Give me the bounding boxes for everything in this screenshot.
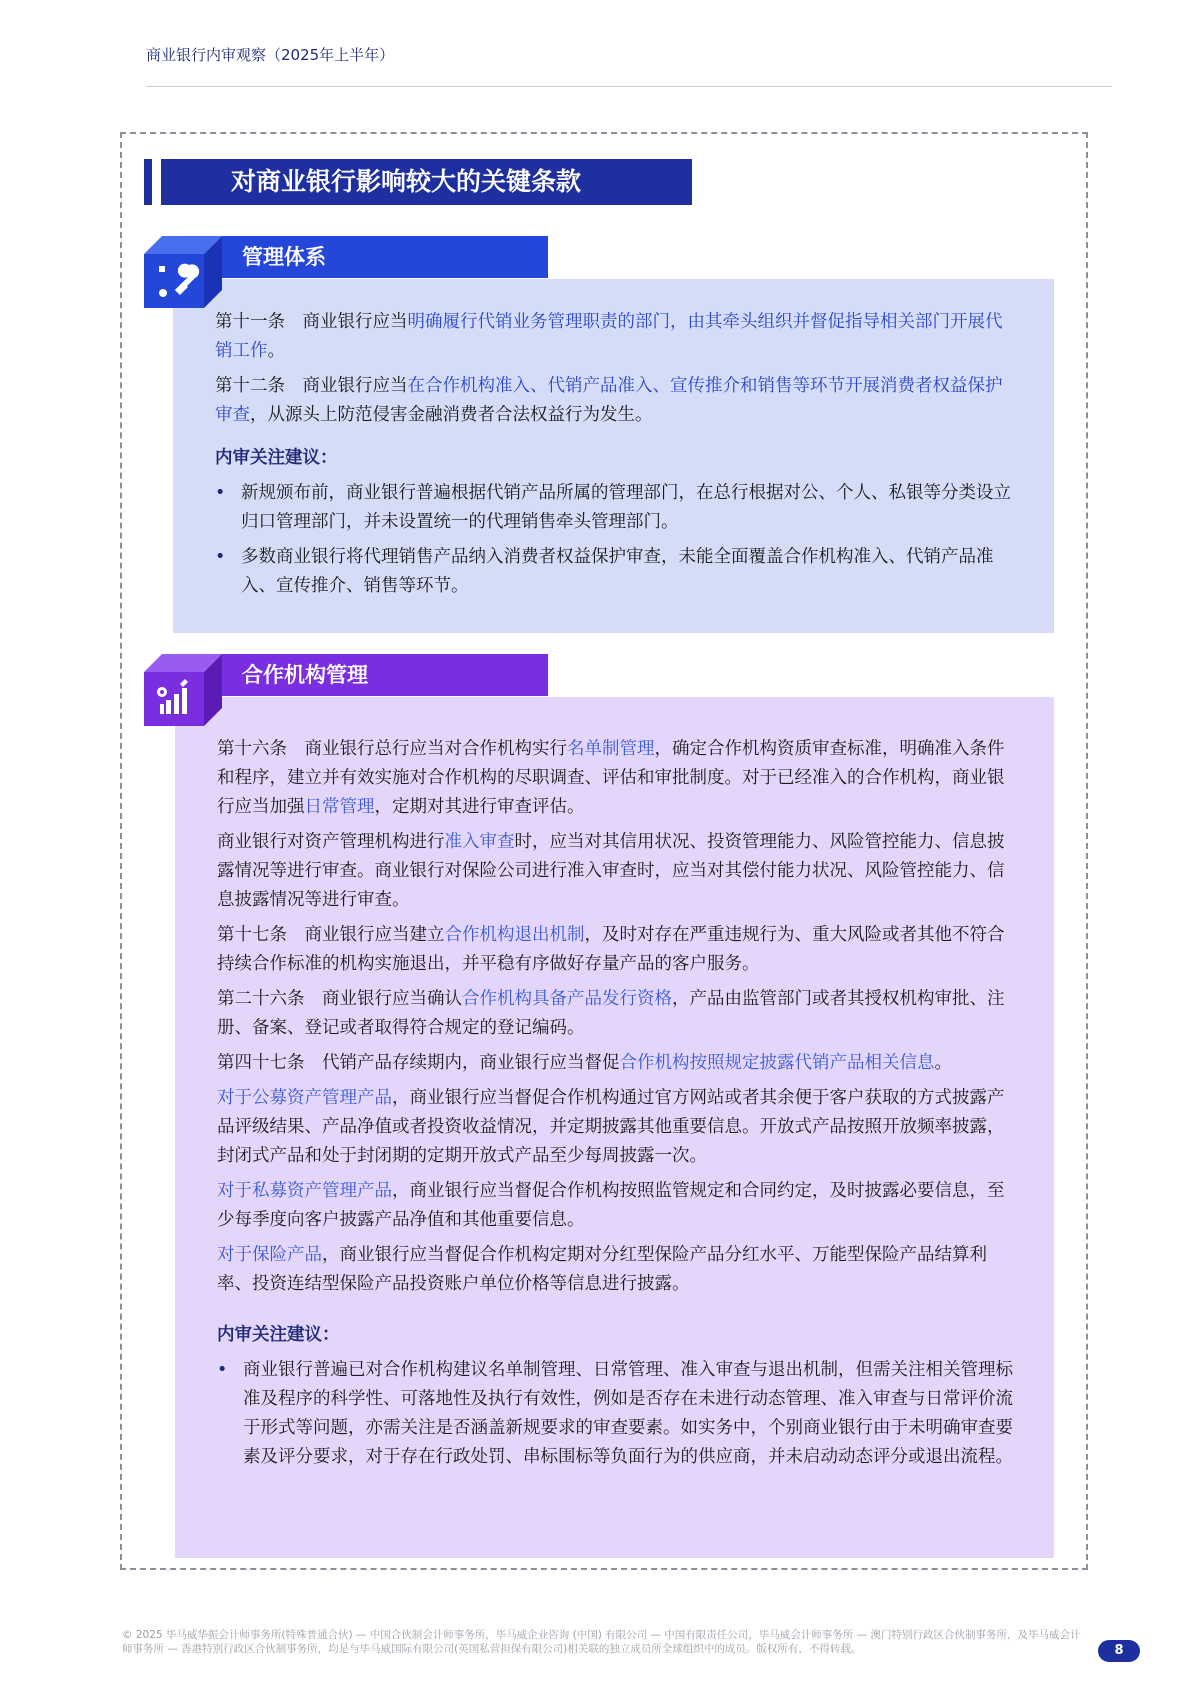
main-title: 对商业银行影响较大的关键条款 xyxy=(161,159,692,205)
section2-cube xyxy=(144,654,222,726)
advice-list xyxy=(217,1356,1016,1472)
clause-12: 第十二条 商业银行应当在合作机构准入、代销产品准入、宣传推介和销售等环节开展消费者权益保护审查，从源头上防范侵害金融消费者合法权益行为发生。 xyxy=(215,376,1003,425)
clause-26: 第二十六条 商业银行应当确认合作机构具备产品发行资格，产品由监管部门或者其授权机构审批、注册、备案、登记或者取得符合规定的登记编码。 xyxy=(217,989,1005,1038)
clause-16-asset: 商业银行对资产管理机构进行准入审查时，应当对其信用状况、投资管理能力、风险管控能力、信息披露情况等进行审查。商业银行对保险公司进行准入审查时，应当对其偿付能力状况、风险管控能力、信息披露情况等进行审查。 xyxy=(217,832,1005,910)
clause-17: 第十七条 商业银行应当建立合作机构退出机制，及时对存在严重违规行为、重大风险或者其他不符合持续合作标准的机构实施退出，并平稳有序做好存量产品的客户服务。 xyxy=(217,925,1005,974)
section2-panel xyxy=(175,697,1054,1558)
section2-tab: 合作机构管理 xyxy=(222,654,548,696)
advice-list xyxy=(215,479,1016,601)
header-divider xyxy=(146,86,1112,87)
clause-47: 第四十七条 代销产品存续期内，商业银行应当督促合作机构按照规定披露代销产品相关信息。 xyxy=(217,1053,952,1073)
clause-11: 第十一条 商业银行应当明确履行代销业务管理职责的部门，由其牵头组织并督促指导相关部门开展代销工作。 xyxy=(215,312,1003,361)
title-accent-bar xyxy=(144,159,152,205)
page-number: 8 xyxy=(1098,1640,1140,1662)
clause-16: 第十六条 商业银行总行应当对合作机构实行名单制管理，确定合作机构资质审查标准，明确准入条件和程序，建立并有效实施对合作机构的尽职调查、评估和审批制度。对于已经准入的合作机构，商业银行应当加强日常管理，定期对其进行审查评估。 xyxy=(217,739,1005,817)
section1-panel xyxy=(173,279,1054,633)
header-title: 商业银行内审观察（2025年上半年） xyxy=(146,46,395,64)
footer-copyright: © 2025 毕马威华振会计师事务所(特殊普通合伙) — 中国合伙制会计师事务所，毕马威企业咨询 (中国) 有限公司 — 中国有限责任公司，毕马威会计师事务所 — 澳门特别行政区合伙制事务所，及毕马威会计师事务所 — 香港特别行政区合伙制事务所，均是与毕马威国际有限公司(英国私营担保有限公司)相关联的独立成员所全球组织中的成员。版权所有，不得转载。 xyxy=(122,1629,1081,1655)
advice-title: 内审关注建议： xyxy=(217,1325,340,1345)
list-item: • 新规颁布前，商业银行普遍根据代销产品所属的管理部门，在总行根据对公、个人、私银等分类设立归口管理部门，并未设置统一的代理销售牵头管理部门。 xyxy=(215,479,1016,537)
clause-47-private: 对于私募资产管理产品，商业银行应当督促合作机构按照监管规定和合同约定，及时披露必要信息，至少每季度向客户披露产品净值和其他重要信息。 xyxy=(217,1181,1005,1230)
section1-tab: 管理体系 xyxy=(222,236,548,278)
list-item: • 多数商业银行将代理销售产品纳入消费者权益保护审查，未能全面覆盖合作机构准入、代销产品准入、宣传推介、销售等环节。 xyxy=(215,543,1016,601)
clause-47-insurance: 对于保险产品，商业银行应当督促合作机构定期对分红型保险产品分红水平、万能型保险产品结算利率、投资连结型保险产品投资账户单位价格等信息进行披露。 xyxy=(217,1245,987,1294)
advice-title: 内审关注建议： xyxy=(215,448,338,468)
section1-cube xyxy=(144,236,222,308)
clause-47-public: 对于公募资产管理产品，商业银行应当督促合作机构通过官方网站或者其余便于客户获取的方式披露产品评级结果、产品净值或者投资收益情况，并定期披露其他重要信息。开放式产品按照开放频率披露，封闭式产品和处于封闭期的定期开放式产品至少每周披露一次。 xyxy=(217,1088,1005,1166)
list-item: • 商业银行普遍已对合作机构建议名单制管理、日常管理、准入审查与退出机制，但需关注相关管理标准及程序的科学性、可落地性及执行有效性，例如是否存在未进行动态管理、准入审查与日常评价流于形式等问题，亦需关注是否涵盖新规要求的审查要素。如实务中，个别商业银行由于未明确审查要素及评分要求，对于存在行政处罚、串标围标等负面行为的供应商，并未启动动态评分或退出流程。 xyxy=(217,1356,1016,1472)
